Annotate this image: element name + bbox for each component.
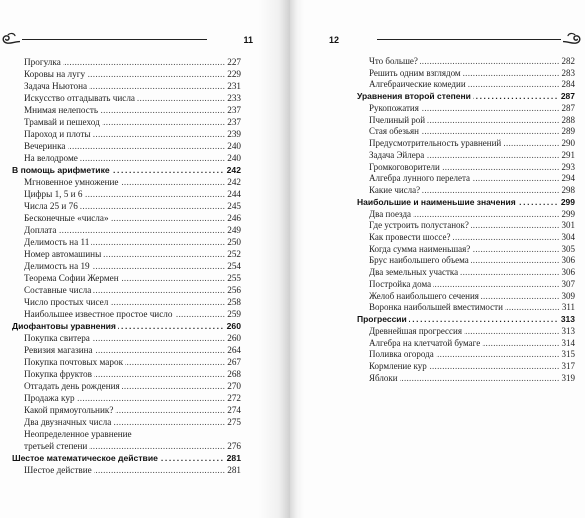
entry-title: Поливка огорода <box>369 349 434 360</box>
toc-entry <box>12 356 241 368</box>
dot-leader <box>87 68 225 80</box>
toc-entry <box>12 224 241 236</box>
section-page-number: 281 <box>226 453 241 463</box>
section-title: В помощь арифметике <box>12 165 110 175</box>
entry-page-number: 272 <box>227 393 241 403</box>
dot-leader <box>433 279 559 291</box>
dot-leader <box>121 272 226 284</box>
dot-leader <box>93 128 226 140</box>
toc-entry <box>12 296 241 308</box>
toc-entry <box>12 104 241 116</box>
entry-title: Продажа кур <box>24 393 75 403</box>
dot-leader <box>84 188 225 200</box>
dot-leader <box>103 248 225 260</box>
toc-entry <box>12 116 241 128</box>
page-number: 11 <box>243 35 253 45</box>
toc-entry <box>12 188 241 200</box>
dot-leader <box>175 308 226 320</box>
entry-title: третьей степени <box>24 441 88 451</box>
toc-entry <box>12 128 241 140</box>
dot-leader <box>111 212 226 224</box>
dot-leader <box>93 284 225 296</box>
entry-title: Яблоки <box>369 372 398 383</box>
entry-title: Где устроить полустанок? <box>369 220 469 231</box>
toc-entry <box>12 68 241 80</box>
toc-entry <box>12 344 241 356</box>
toc-entry <box>12 176 241 188</box>
entry-title: Цифры 1, 5 и 6 <box>24 189 83 199</box>
entry-title: Неопределенное уравнение <box>24 429 132 439</box>
dot-leader <box>118 320 225 332</box>
entry-page-number: 314 <box>561 337 575 348</box>
dot-leader <box>112 164 225 176</box>
toc-entry <box>357 185 575 197</box>
toc-entry <box>12 416 241 428</box>
toc-entry <box>12 212 241 224</box>
entry-title: Наибольшее известное простое число <box>24 309 173 319</box>
entry-page-number: 252 <box>227 249 241 259</box>
entry-title: Постройка дома <box>369 278 432 289</box>
entry-title: Что больше? <box>369 56 418 66</box>
toc-entry <box>12 248 241 260</box>
entry-title: Пчелиный рой <box>369 114 426 125</box>
entry-title: Древнейшая прогрессия <box>369 325 462 336</box>
dot-leader <box>92 332 225 344</box>
entry-title: Задача Эйлера <box>369 149 425 160</box>
entry-page-number: 281 <box>227 465 241 475</box>
entry-page-number: 274 <box>227 405 241 415</box>
dot-leader <box>420 56 560 68</box>
entry-page-number: 275 <box>227 417 241 427</box>
dot-leader <box>400 373 560 385</box>
entry-title: Алгебра лунного перелета <box>369 173 471 184</box>
entry-title: Какой прямоугольник? <box>24 405 114 415</box>
toc-entry <box>12 380 241 392</box>
dot-leader <box>94 368 225 380</box>
entry-title: Трамвай и пешеход <box>24 117 100 127</box>
entry-title: Составные числа <box>24 285 92 295</box>
entry-page-number: 319 <box>561 372 575 383</box>
entry-page-number: 255 <box>227 273 241 283</box>
dot-leader <box>80 152 225 164</box>
entry-page-number: 240 <box>227 141 241 151</box>
entry-page-number: 250 <box>227 237 241 247</box>
dot-leader <box>482 338 559 350</box>
entry-page-number: 258 <box>227 297 241 307</box>
entry-title: Покупка свитера <box>24 333 90 343</box>
dot-leader <box>463 68 560 80</box>
toc-entry <box>357 279 575 291</box>
entry-page-number: 301 <box>561 220 575 231</box>
entry-title: Покупка фруктов <box>24 369 92 379</box>
gutter-shadow-left <box>258 0 290 518</box>
section-page-number: 299 <box>560 196 575 207</box>
dot-leader <box>471 255 560 267</box>
dot-leader <box>115 404 225 416</box>
toc-entry <box>357 361 575 373</box>
section-page-number: 313 <box>560 314 575 325</box>
toc-entry <box>357 291 575 303</box>
entry-page-number: 306 <box>561 255 575 266</box>
entry-page-number: 288 <box>561 114 575 125</box>
page-number: 12 <box>329 35 340 45</box>
entry-title: Брус наибольшего объема <box>369 255 469 266</box>
entry-page-number: 239 <box>227 129 241 139</box>
entry-page-number: 309 <box>561 290 575 301</box>
entry-page-number: 284 <box>561 79 575 90</box>
toc-entry <box>357 138 575 150</box>
scroll-ornament-icon <box>563 32 582 46</box>
entry-title: Два двузначных числа <box>24 417 112 427</box>
entry-page-number: 283 <box>561 67 575 78</box>
dot-leader <box>121 176 226 188</box>
dot-leader <box>471 220 560 232</box>
entry-title: Предусмотрительность уравнений <box>369 138 502 149</box>
toc-section-heading <box>12 320 241 332</box>
entry-page-number: 282 <box>561 56 575 66</box>
entry-title: Задача Ньютона <box>24 81 88 91</box>
dot-leader <box>102 116 225 128</box>
toc-entry <box>12 140 241 152</box>
entry-title: Числа 25 и 76 <box>24 201 78 211</box>
toc-entry <box>357 326 575 338</box>
dot-leader <box>427 115 559 127</box>
toc-entry <box>357 338 575 350</box>
section-page-number: 260 <box>226 321 241 331</box>
entry-page-number: 289 <box>561 126 575 137</box>
entry-title: Рукопожатия <box>369 102 419 113</box>
entry-page-number: 304 <box>561 232 575 243</box>
toc-entry <box>12 284 241 296</box>
entry-title: Стая обезьян <box>369 126 419 137</box>
entry-title: Делимость на 19 <box>24 261 90 271</box>
entry-title: Ревизия магазина <box>24 345 93 355</box>
dot-leader <box>80 200 225 212</box>
dot-leader <box>503 138 559 150</box>
dot-leader <box>94 464 225 476</box>
entry-title: Искусство отгадывать числа <box>24 93 135 103</box>
toc-entry <box>12 80 241 92</box>
entry-title: Два поезда <box>369 208 412 219</box>
toc-entry <box>357 173 575 185</box>
entry-title: Номер автомашины <box>24 249 102 259</box>
dot-leader <box>113 416 225 428</box>
entry-title: Доплата <box>24 225 57 235</box>
section-page-number: 287 <box>560 91 575 102</box>
entry-page-number: 246 <box>227 213 241 223</box>
toc-entry <box>12 260 241 272</box>
dot-leader <box>472 173 559 185</box>
toc-entry <box>12 92 241 104</box>
entry-page-number: 270 <box>227 381 241 391</box>
entry-page-number: 290 <box>561 138 575 149</box>
toc-entry <box>357 220 575 232</box>
dot-leader <box>518 197 559 209</box>
dot-leader <box>91 236 225 248</box>
entry-title: Алгебраические комедии <box>369 79 466 90</box>
dot-leader <box>58 224 225 236</box>
dot-leader <box>421 126 560 138</box>
entry-page-number: 237 <box>227 117 241 127</box>
dot-leader <box>160 452 225 464</box>
entry-page-number: 244 <box>227 189 241 199</box>
entry-title: Число простых чисел <box>24 297 109 307</box>
dot-leader <box>473 91 559 103</box>
entry-title: Решить одним взглядом <box>369 67 461 78</box>
entry-title: Мнимая нелепость <box>24 105 99 115</box>
entry-title: Воронка наибольшей вместимости <box>369 302 503 313</box>
entry-page-number: 237 <box>227 105 241 115</box>
toc-section-heading <box>357 197 575 209</box>
toc-entry <box>357 68 575 80</box>
entry-title: Прогулка <box>24 57 61 67</box>
entry-page-number: 305 <box>561 243 575 254</box>
entry-page-number: 229 <box>227 69 241 79</box>
toc-section-heading <box>12 452 241 464</box>
entry-page-number: 264 <box>227 345 241 355</box>
toc-entry <box>357 56 575 68</box>
entry-page-number: 249 <box>227 225 241 235</box>
entry-page-number: 231 <box>227 81 241 91</box>
section-title: Прогрессии <box>357 314 407 325</box>
entry-page-number: 307 <box>561 278 575 289</box>
dot-leader <box>68 140 226 152</box>
entry-title: Когда сумма наименьшая? <box>369 243 471 254</box>
toc-section-heading <box>357 314 575 326</box>
entry-page-number: 276 <box>227 441 241 451</box>
dot-leader <box>409 314 559 326</box>
entry-title: Вечеринка <box>24 141 66 151</box>
toc-entry <box>357 255 575 267</box>
toc-entry <box>12 404 241 416</box>
section-title: Уравнения второй степени <box>357 91 471 102</box>
dot-leader <box>95 344 226 356</box>
dot-leader <box>421 103 560 115</box>
section-title: Диофантовы уравнения <box>12 321 116 331</box>
dot-leader <box>110 296 225 308</box>
toc-entry <box>357 162 575 174</box>
dot-leader <box>77 392 226 404</box>
entry-page-number: 298 <box>561 185 575 196</box>
dot-leader <box>89 80 225 92</box>
entry-title: Какие числа? <box>369 185 421 196</box>
header-rule <box>377 39 561 40</box>
dot-leader <box>464 326 560 338</box>
toc-entry <box>357 126 575 138</box>
entry-page-number: 299 <box>561 208 575 219</box>
dot-leader <box>137 92 225 104</box>
entry-title: Коровы на лугу <box>24 69 86 79</box>
toc-section-heading <box>357 91 575 103</box>
toc-entry <box>357 115 575 127</box>
entry-page-number: 311 <box>561 302 575 313</box>
toc-entry <box>357 302 575 314</box>
entry-title: Бесконечные «числа» <box>24 213 109 223</box>
entry-page-number: 313 <box>561 325 575 336</box>
table-of-contents-left <box>12 56 241 476</box>
entry-title: Кормление кур <box>369 361 427 372</box>
dot-leader <box>429 361 560 373</box>
entry-page-number: 256 <box>227 285 241 295</box>
entry-title: Отгадать день рождения <box>24 381 120 391</box>
toc-entry <box>12 428 241 440</box>
toc-entry <box>12 464 241 476</box>
entry-page-number: 259 <box>227 309 241 319</box>
entry-page-number: 317 <box>561 361 575 372</box>
gutter-shadow-right <box>290 0 304 518</box>
dot-leader <box>89 440 225 452</box>
dot-leader <box>460 267 559 279</box>
toc-entry <box>357 349 575 361</box>
entry-page-number: 242 <box>227 177 241 187</box>
dot-leader <box>125 356 225 368</box>
entry-page-number: 306 <box>561 267 575 278</box>
dot-leader <box>122 380 225 392</box>
entry-title: Алгебра на клетчатой бумаге <box>369 337 481 348</box>
toc-entry <box>12 308 241 320</box>
dot-leader <box>481 291 560 303</box>
toc-entry <box>12 368 241 380</box>
toc-entry <box>12 332 241 344</box>
entry-title: Желоб наибольшего сечения <box>369 290 479 301</box>
entry-page-number: 291 <box>561 149 575 160</box>
header-rule <box>22 39 207 40</box>
toc-entry <box>12 56 241 68</box>
toc-entry-continuation <box>12 440 241 452</box>
toc-entry <box>357 244 575 256</box>
toc-entry <box>12 272 241 284</box>
dot-leader <box>426 150 559 162</box>
entry-title: Теорема Софии Жермен <box>24 273 119 283</box>
entry-page-number: 267 <box>227 357 241 367</box>
dot-leader <box>452 232 559 244</box>
toc-entry <box>357 103 575 115</box>
dot-leader <box>505 302 560 314</box>
entry-title: На велодроме <box>24 153 78 163</box>
toc-entry <box>12 236 241 248</box>
dot-leader <box>100 104 225 116</box>
dot-leader <box>468 79 560 91</box>
section-page-number: 242 <box>226 165 241 175</box>
toc-entry <box>357 373 575 385</box>
entry-title: Шестое действие <box>24 465 92 475</box>
dot-leader <box>436 349 560 361</box>
toc-entry <box>357 150 575 162</box>
entry-title: Покупка почтовых марок <box>24 357 124 367</box>
section-title: Наибольшие и наименьшие значения <box>357 196 516 207</box>
entry-title: Как провести шоссе? <box>369 232 451 243</box>
entry-page-number: 293 <box>561 161 575 172</box>
entry-page-number: 268 <box>227 369 241 379</box>
entry-page-number: 227 <box>227 57 241 67</box>
dot-leader <box>422 185 559 197</box>
dot-leader <box>442 162 560 174</box>
toc-entry <box>357 209 575 221</box>
toc-entry <box>12 152 241 164</box>
toc-entry <box>12 200 241 212</box>
dot-leader <box>92 260 226 272</box>
entry-page-number: 287 <box>561 102 575 113</box>
entry-page-number: 315 <box>561 349 575 360</box>
entry-title: Два земельных участка <box>369 267 459 278</box>
toc-entry <box>357 267 575 279</box>
dot-leader <box>413 209 559 221</box>
entry-title: Пароход и плоты <box>24 129 91 139</box>
scroll-ornament-icon <box>1 32 20 46</box>
toc-entry <box>357 232 575 244</box>
entry-page-number: 233 <box>227 93 241 103</box>
entry-page-number: 294 <box>561 173 575 184</box>
dot-leader <box>472 244 559 256</box>
toc-section-heading <box>12 164 241 176</box>
section-title: Шестое математическое действие <box>12 453 158 463</box>
entry-page-number: 240 <box>227 153 241 163</box>
table-of-contents-right <box>357 56 575 385</box>
toc-entry <box>12 392 241 404</box>
entry-page-number: 260 <box>227 333 241 343</box>
entry-page-number: 245 <box>227 201 241 211</box>
entry-title: Делимость на 11 <box>24 237 90 247</box>
dot-leader <box>63 56 225 68</box>
toc-entry <box>357 79 575 91</box>
entry-page-number: 254 <box>227 261 241 271</box>
entry-title: Громкоговорители <box>369 161 440 172</box>
entry-title: Мгновенное умножение <box>24 177 119 187</box>
